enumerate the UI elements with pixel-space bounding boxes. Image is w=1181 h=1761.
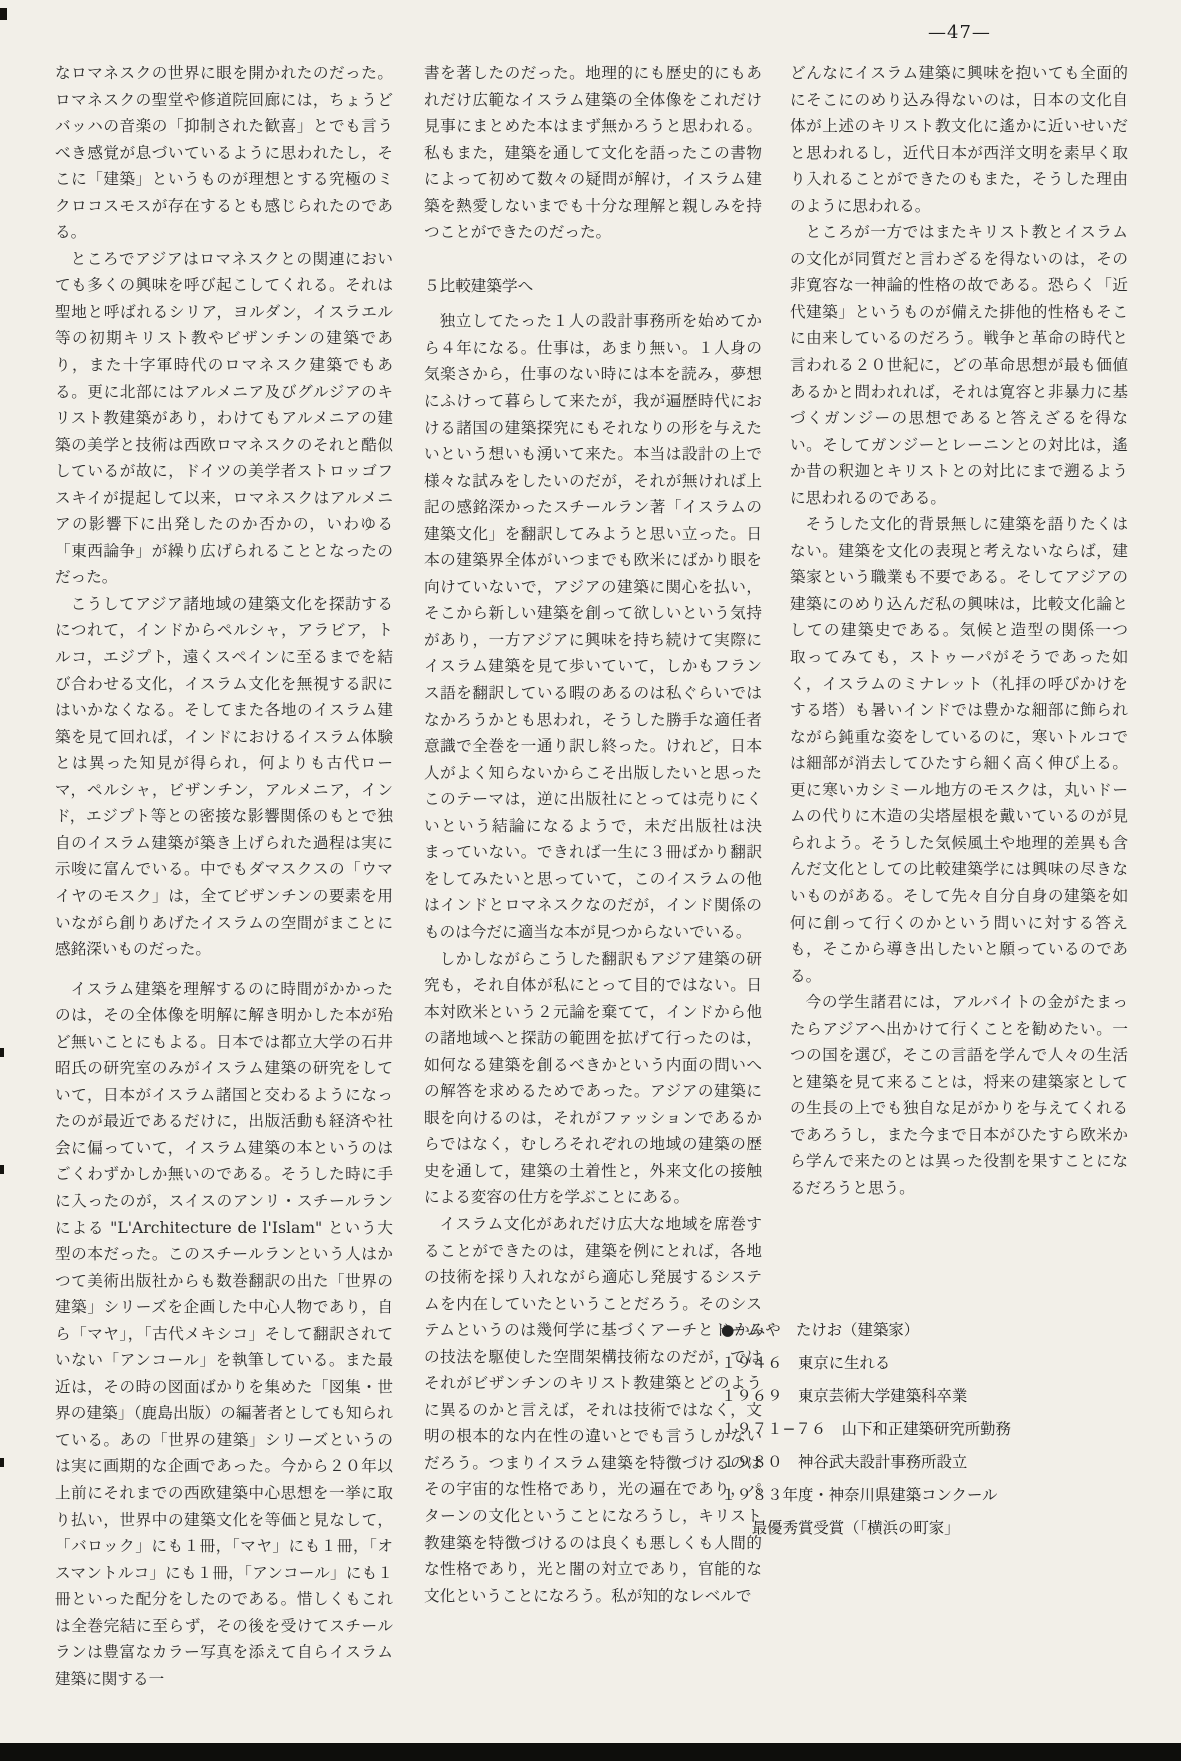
bio-line: １９７１−７６ 山下和正建築研究所勤務: [721, 1420, 1011, 1438]
paragraph: 書を著したのだった。地理的にも歴史的にもあれだけ広範なイスラム建築の全体像をこれだけ見事にまとめた本はまず無かろうと思われる。私もまた，建築を通して文化を語ったこの書物によって初めて数々の疑問が解け，イスラム建築を熱愛しないまでも十分な理解と親しみを持つことができたのだった。: [424, 64, 762, 242]
text-column-3: [790, 60, 1128, 1202]
bio-line: ●かみや たけお（建築家）: [721, 1321, 920, 1339]
paragraph: なロマネスクの世界に眼を開かれたのだった。ロマネスクの聖堂や修道院回廊には，ちょうどバッハの音楽の「抑制された歓喜」とでも言うべき感覚が息づいているように思われたし，そこに「建築」というものが理想とする究極のミクロコスモスが存在するとも感じられたのである。: [55, 64, 393, 242]
bio-line: １９８０ 神谷武夫設計事務所設立: [721, 1453, 968, 1471]
section-heading: ５比較建築学へ: [424, 276, 534, 295]
paragraph: イスラム建築を理解するのに時間がかかったのは，その全体像を明解に解き明かした本が殆ど無いことにもよる。日本では都立大学の石井昭氏の研究室のみがイスラム建築の研究をしていて，日本がイスラム諸国と交わるようになったのが最近であるだけに，出版活動も経済や社会に偏っていて，イスラム建築の本というのはごくわずかしか無いのである。そうした時に手に入ったのが，スイスのアンリ・スチールランによる "L'Architecture de l'Islam" という大型の本だった。このスチールランという人はかつて美術出版社からも数巻翻訳の出た「世界の建築」シリーズを企画した中心人物であり，自ら「マヤ」，「古代メキシコ」そして翻訳されていない「アンコール」を執筆している。また最近は，その時の図面ばかりを集めた「図集・世界の建築」（鹿島出版）の編著者としても知られている。あの「世界の建築」シリーズというのは実に画期的な企画であった。今から２０年以上前にそれまでの西欧建築中心思想を一挙に取り払い，世界中の建築文化を等価と見なして，「バロック」にも１冊，「マヤ」にも１冊，「オスマントルコ」にも１冊，「アンコール」にも１冊といった配分をしたのである。惜しくもこれは全巻完結に至らず，その後を受けてスチールランは豊富なカラー写真を添えて自らイスラム建築に関する一: [55, 979, 393, 1688]
scan-artifact: [0, 1165, 4, 1174]
scan-artifact: [0, 1048, 4, 1057]
text-column-1: [55, 60, 393, 1692]
paragraph: イスラム文化があれだけ広大な地域を席巻することができたのは，建築を例にとれば，各地の技術を採り入れながら適応し発展するシステムを内在していたということだろう。そのシステムというのは幾何学に基づくアーチとドームの技法を駆使した空間架構技術なのだが，ではそれがビザンチンのキリスト教建築とどのように異るのかと言えば，それは技術ではなく，文明の根本的な内在性の違いとでも言うしかないだろう。つまりイスラム建築を特徴づけるのはその宇宙的な性格であり，光の遍在であり，パターンの文化ということになろうし，キリスト教建築を特徴づけるのは良くも悪しくも人間的な性格であり，光と闇の対立であり，官能的な文化ということになろう。私が知的なレベルで: [424, 1214, 762, 1605]
page-number: —47—: [928, 22, 991, 43]
paragraph: ところでアジアはロマネスクとの関連においても多くの興味を呼び起こしてくれる。それは聖地と呼ばれるシリア，ヨルダン，イスラエル等の初期キリスト教やビザンチンの建築であり，また十字軍時代のロマネスク建築でもある。更に北部にはアルメニア及びグルジアのキリスト教建築があり，わけてもアルメニアの建築の美学と技術は西欧ロマネスクのそれと酷似しているが故に，ドイツの美学者ストロッゴフスキイが提起して以来，ロマネスクはアルメニアの影響下に出発したのか否かの，いわゆる「東西論争」が繰り広げられることとなったのだった。: [55, 249, 393, 587]
paragraph: 独立してたった１人の設計事務所を始めてから４年になる。仕事は，あまり無い。１人身の気楽さから，仕事のない時には本を読み，夢想にふけって暮らして来たが，我が遍歴時代における諸国の建築探究にもそれなりの形を与えたいという想いも湧いて来た。本当は設計の上で様々な試みをしたいのだが，それが無ければ上記の感銘深かったスチールラン著「イスラムの建築文化」を翻訳してみようと思い立った。日本の建築界全体がいつまでも欧米にばかり眼を向けていないで，アジアの建築に関心を払い，そこから新しい建築を創って欲しいという気持があり，一方アジアに興味を持ち続けて実際にイスラム建築を見て歩いていて，しかもフランス語を翻訳している暇のあるのは私ぐらいではなかろうかとも思われ，そうした勝手な適任者意識で全巻を一通り訳し終った。けれど，日本人がよく知らないからこそ出版したいと思ったこのテーマは，逆に出版社にとっては売りにくいという結論になるようで，未だ出版社は決まっていない。できれば一生に３冊ばかり翻訳をしてみたいと思っていて，このイスラムの他はインドとロマネスクなのだが，インド関係のものは今だに適当な本が見つからないでいる。: [424, 312, 762, 941]
paragraph: しかしながらこうした翻訳もアジア建築の研究も，それ自体が私にとって目的ではない。日本対欧米という２元論を棄てて，インドから他の諸地域へと探訪の範囲を拡げて行ったのは，如何なる建築を創るべきかという内面の問いへの解答を求めるためであった。アジアの建築に眼を向けるのは，それがファッションであるからではなく，むしろそれぞれの地域の建築の歴史を通して，建築の土着性と，外来文化の接触による変容の仕方を学ぶことにある。: [424, 949, 762, 1207]
paragraph: 今の学生諸君には，アルバイトの金がたまったらアジアへ出かけて行くことを勧めたい。一つの国を選び，そこの言語を学んで人々の生活と建築を見て来ることは，将来の建築家としての生長の上でも独自な足がかりを与えてくれるであろうし，また今まで日本がひたすら欧米から学んで来たのとは異った役割を果すことになるだろうと思う。: [790, 993, 1128, 1197]
scan-artifact: [0, 8, 7, 20]
text-column-2: [424, 60, 762, 1609]
paragraph: どんなにイスラム建築に興味を抱いても全面的にそこにのめり込み得ないのは，日本の文化自体が上述のキリスト教文化に遙かに近いせいだと思われるし，近代日本が西洋文明を素早く取り入れることができたのもまた，そうした理由のように思われる。: [790, 64, 1128, 215]
author-bio-block: [721, 1314, 1061, 1545]
paragraph: そうした文化的背景無しに建築を語りたくはない。建築を文化の表現と考えないならば，建築家という職業も不要である。そしてアジアの建築にのめり込んだ私の興味は，比較文化論としての建築史である。気候と造型の関係一つ取ってみても，ストゥーパがそうであった如く，イスラムのミナレット（礼拝の呼びかけをする塔）も暑いインドでは豊かな細部に飾られながら鈍重な姿をしているのに，寒いトルコでは細部が消去してひたすら細く高く伸び上る。更に寒いカシミール地方のモスクは，丸いドームの代りに木造の尖塔屋根を戴いているのが見られよう。そうした気候風土や地理的差異も含んだ文化としての比較建築学には興味の尽きないものがある。そして先々自分自身の建築を如何に創って行くのかという問いに対する答えも，そこから導き出したいと願っているのである。: [790, 515, 1128, 985]
bio-line: １９６９ 東京芸術大学建築科卒業: [721, 1387, 968, 1405]
bio-line: １９４６ 東京に生れる: [721, 1354, 891, 1372]
bio-line: １９８３年度・神奈川県建築コンクール: [721, 1486, 998, 1504]
paragraph: ところが一方ではまたキリスト教とイスラムの文化が同質だと言わざるを得ないのは，その非寛容な一神論的性格の故である。恐らく「近代建築」というものが備えた排他的性格もそこに由来しているのだろう。戦争と革命の時代と言われる２０世紀に，どの革命思想が最も価値あるかと問われれば，それは寛容と非暴力に基づくガンジーの思想であると答えざるを得ない。そしてガンジーとレーニンとの対比は，遙か昔の釈迦とキリストとの対比にまで遡るように思われるのである。: [790, 223, 1128, 507]
bio-line: 最優秀賞受賞（「横浜の町家」: [721, 1519, 960, 1537]
scan-edge-bar: [0, 1743, 1181, 1761]
paragraph: こうしてアジア諸地域の建築文化を探訪するにつれて，インドからペルシャ，アラビア，トルコ，エジプト，遠くスペインに至るまでを結び合わせる文化，イスラム文化を無視する訳にはいかなくなる。そしてまた各地のイスラム建築を見て回れば，インドにおけるイスラム体験とは異った知見が得られ，何よりも古代ローマ，ペルシャ，ビザンチン，アルメニア，インド，エジプト等との密接な影響関係のもとで独自のイスラム建築が築き上げられた過程は実に示唆に富んでいる。中でもダマスクスの「ウマイヤのモスク」は，全てビザンチンの要素を用いながら創りあげたイスラムの空間がまことに感銘深いものだった。: [55, 594, 393, 959]
scan-artifact: [0, 1458, 4, 1467]
